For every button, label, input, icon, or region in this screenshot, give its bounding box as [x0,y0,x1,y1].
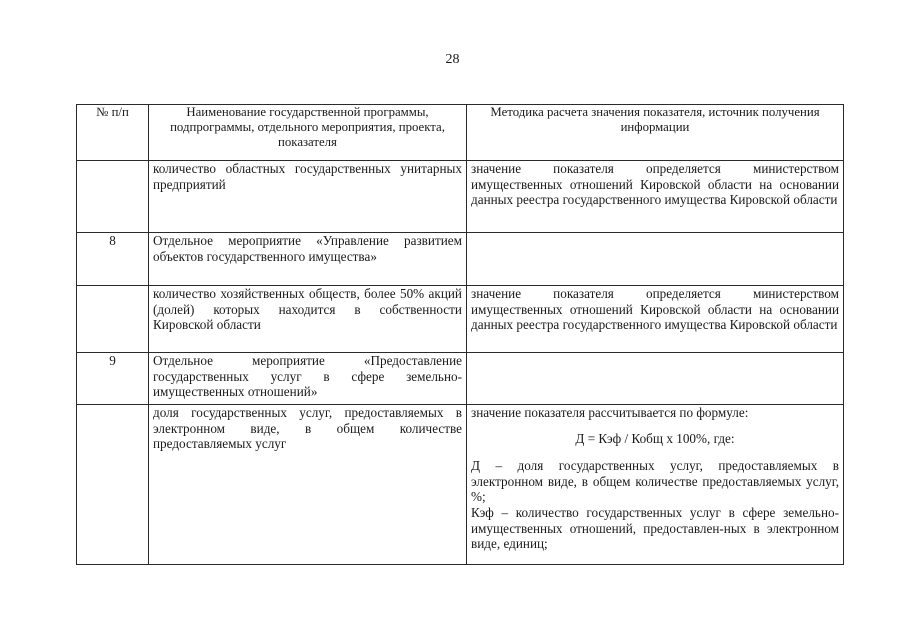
table-row [77,286,844,353]
row-num [77,405,149,565]
definition-d: Д – доля государственных услуг, предоставляемых в электронном виде, в общем количестве предоставляемых услуг, %; [471,458,839,505]
indicator-table [76,104,844,565]
row-method: значение показателя определяется министерством имущественных отношений Кировской области на основании данных реестра государственного имущества Кировской области [467,286,844,353]
row-name: Отдельное мероприятие «Управление развитием объектов государственного имущества» [149,233,467,286]
definition-kef: Кэф – количество государственных услуг в сфере земельно-имущественных отношений, предоставлен-ных в электронном виде, единиц; [471,504,839,552]
header-num: № п/п [77,105,149,161]
row-method [467,405,844,565]
row-method [467,353,844,405]
row-num [77,286,149,353]
row-method [467,233,844,286]
row-name: количество областных государственных унитарных предприятий [149,161,467,233]
table-header-row [77,105,844,161]
header-name: Наименование государственной программы, подпрограммы, отдельного мероприятия, проекта, показателя [149,105,467,161]
header-method: Методика расчета значения показателя, источник получения информации [467,105,844,161]
row-num: 8 [77,233,149,286]
row-name: количество хозяйственных обществ, более 50% акций (долей) которых находится в собственности Кировской области [149,286,467,353]
page-number: 28 [445,52,460,67]
table-row [77,233,844,286]
table-row [77,353,844,405]
row-name: доля государственных услуг, предоставляемых в электронном виде, в общем количестве предоставляемых услуг [149,405,467,565]
table-row [77,161,844,233]
row-name: Отдельное мероприятие «Предоставление государственных услуг в сфере земельно-имущественных отношений» [149,353,467,405]
row-method: значение показателя определяется министерством имущественных отношений Кировской области на основании данных реестра государственного имущества Кировской области [467,161,844,233]
formula: Д = Кэф / Кобщ х 100%, где: [575,430,735,446]
formula-intro: значение показателя рассчитывается по формуле: [471,405,749,420]
table-row [77,405,844,565]
row-num: 9 [77,353,149,405]
row-num [77,161,149,233]
